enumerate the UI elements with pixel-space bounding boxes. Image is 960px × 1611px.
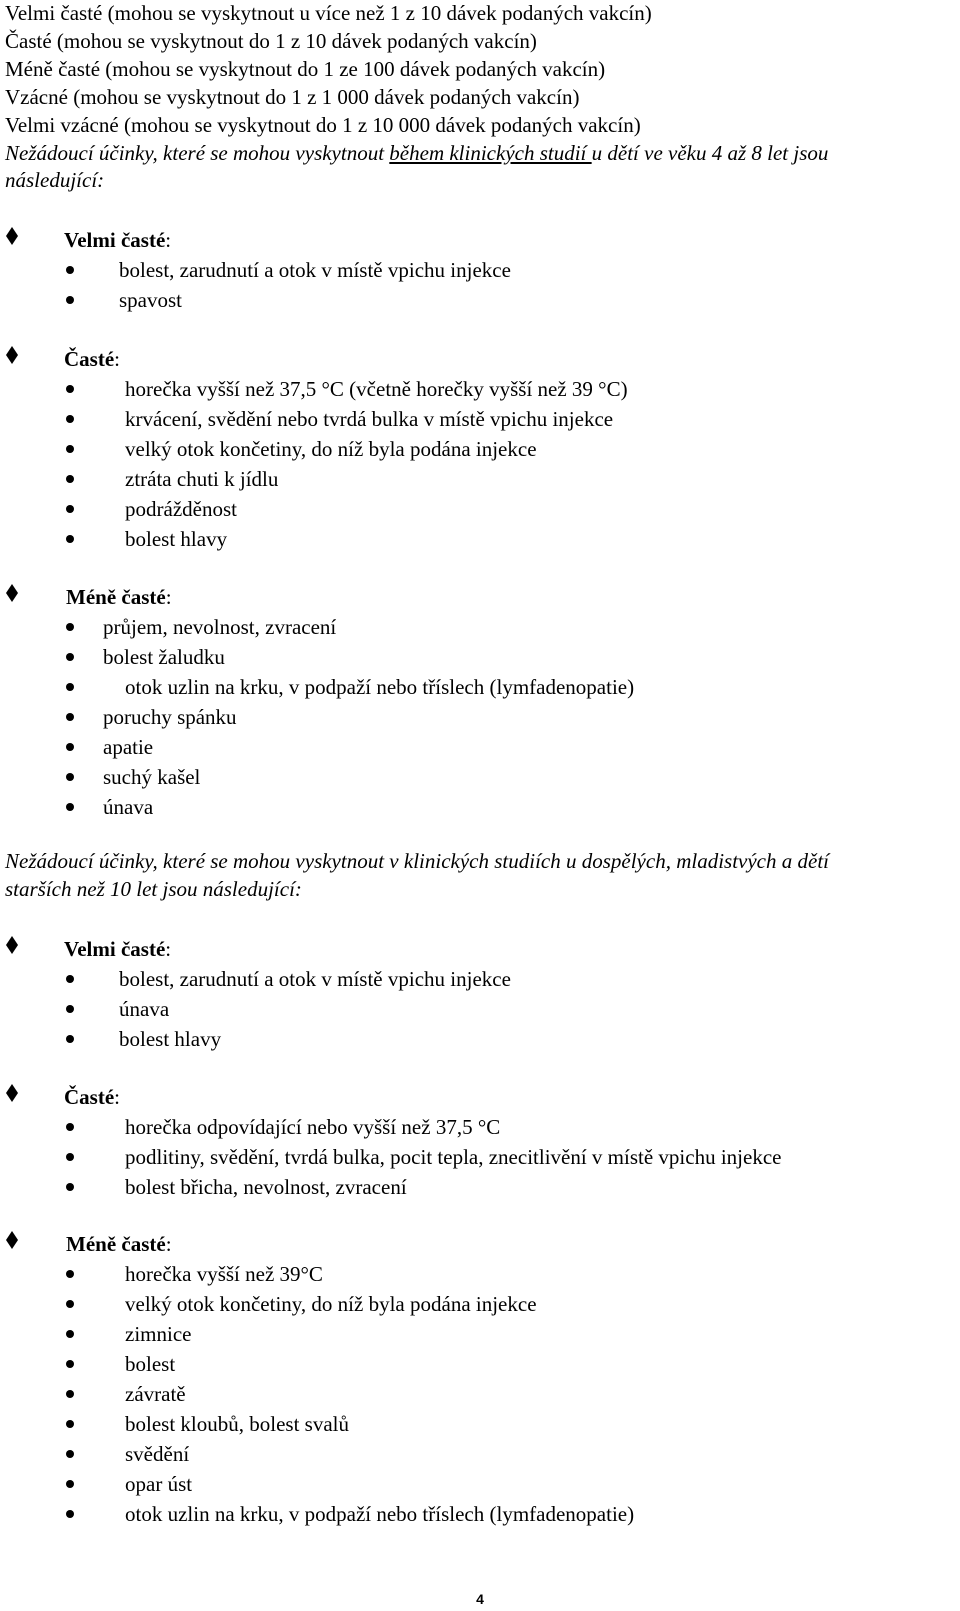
list-item: otok uzlin na krku, v podpaží nebo tříslech (lymfadenopatie)	[125, 1502, 635, 1526]
freq-line: Velmi vzácné (mohou se vyskytnout do 1 z 10 000 dávek podaných vakcín)	[5, 113, 641, 137]
list-item: ztráta chuti k jídlu	[125, 467, 279, 491]
bullet-icon	[66, 1390, 74, 1398]
bullet-icon	[66, 623, 74, 631]
list-item: otok uzlin na krku, v podpaží nebo tříslech (lymfadenopatie)	[125, 675, 635, 699]
list-item: svědění	[125, 1442, 190, 1466]
bullet-icon	[66, 1330, 74, 1338]
bullet-icon	[66, 803, 74, 811]
bullet-icon	[66, 385, 74, 393]
diamond-bullet-icon	[6, 1084, 18, 1102]
diamond-bullet-icon	[6, 346, 18, 364]
list-item: horečka vyšší než 37,5 °C (včetně horečky vyšší než 39 °C)	[125, 377, 628, 401]
list-item: opar úst	[125, 1472, 193, 1496]
diamond-bullet-icon	[6, 227, 18, 245]
section-label-very-common: Velmi časté:	[64, 228, 172, 252]
bullet-icon	[66, 743, 74, 751]
intro-children-text-end: u dětí ve věku 4 až 8 let jsou	[591, 141, 829, 165]
bullet-icon	[66, 1270, 74, 1278]
list-item: bolest žaludku	[103, 645, 225, 669]
bullet-icon	[66, 1183, 74, 1191]
bullet-icon	[66, 713, 74, 721]
list-item: průjem, nevolnost, zvracení	[103, 615, 337, 639]
diamond-bullet-icon	[6, 1231, 18, 1249]
list-item: apatie	[103, 735, 154, 759]
diamond-bullet-icon	[6, 936, 18, 954]
list-item: bolest hlavy	[119, 1027, 222, 1051]
page-number: 4	[476, 1591, 484, 1607]
list-item: horečka odpovídající nebo vyšší než 37,5 °C	[125, 1115, 501, 1139]
freq-line: Méně časté (mohou se vyskytnout do 1 ze 100 dávek podaných vakcín)	[5, 57, 606, 81]
bullet-icon	[66, 1005, 74, 1013]
freq-line: Časté (mohou se vyskytnout do 1 z 10 dávek podaných vakcín)	[5, 29, 537, 53]
intro-children-underlined: během klinických studií	[389, 141, 592, 165]
list-item: zimnice	[125, 1322, 192, 1346]
bullet-icon	[66, 475, 74, 483]
bullet-icon	[66, 683, 74, 691]
list-item: únava	[103, 795, 154, 819]
list-item: bolest kloubů, bolest svalů	[125, 1412, 349, 1436]
list-item: bolest břicha, nevolnost, zvracení	[125, 1175, 407, 1199]
diamond-bullet-icon	[6, 584, 18, 602]
intro-children-text: Nežádoucí účinky, které se mohou vyskytnout	[5, 141, 390, 165]
section-label-uncommon: Méně časté:	[66, 1232, 172, 1256]
intro-adults: Nežádoucí účinky, které se mohou vyskytnout v klinických studiích u dospělých, mladistvých a dětí	[5, 849, 829, 873]
list-item: bolest hlavy	[125, 527, 228, 551]
bullet-icon	[66, 505, 74, 513]
bullet-icon	[66, 1420, 74, 1428]
section-label-common: Časté:	[64, 347, 120, 371]
list-item: bolest, zarudnutí a otok v místě vpichu injekce	[119, 967, 511, 991]
bullet-icon	[66, 1510, 74, 1518]
bullet-icon	[66, 1360, 74, 1368]
bullet-icon	[66, 773, 74, 781]
bullet-icon	[66, 653, 74, 661]
section-label-uncommon: Méně časté:	[66, 585, 172, 609]
bullet-icon	[66, 296, 74, 304]
bullet-icon	[66, 415, 74, 423]
list-item: bolest, zarudnutí a otok v místě vpichu injekce	[119, 258, 511, 282]
list-item: krvácení, svědění nebo tvrdá bulka v místě vpichu injekce	[125, 407, 614, 431]
list-item: závratě	[125, 1382, 186, 1406]
list-item: podlitiny, svědění, tvrdá bulka, pocit tepla, znecitlivění v místě vpichu injekce	[125, 1145, 782, 1169]
list-item: spavost	[119, 288, 182, 312]
intro-adults-line2: starších než 10 let jsou následující:	[5, 877, 302, 901]
bullet-icon	[66, 1480, 74, 1488]
bullet-icon	[66, 1153, 74, 1161]
bullet-icon	[66, 1123, 74, 1131]
list-item: velký otok končetiny, do níž byla podána injekce	[125, 437, 537, 461]
intro-children-line2: následující:	[5, 168, 105, 192]
freq-line: Vzácné (mohou se vyskytnout do 1 z 1 000 dávek podaných vakcín)	[5, 85, 580, 109]
section-label-common: Časté:	[64, 1085, 120, 1109]
bullet-icon	[66, 975, 74, 983]
list-item: suchý kašel	[103, 765, 201, 789]
bullet-icon	[66, 445, 74, 453]
list-item: únava	[119, 997, 170, 1021]
list-item: bolest	[125, 1352, 176, 1376]
bullet-icon	[66, 1300, 74, 1308]
list-item: podrážděnost	[125, 497, 237, 521]
list-item: horečka vyšší než 39°C	[125, 1262, 323, 1286]
bullet-icon	[66, 1035, 74, 1043]
list-item: velký otok končetiny, do níž byla podána injekce	[125, 1292, 537, 1316]
freq-line: Velmi časté (mohou se vyskytnout u více než 1 z 10 dávek podaných vakcín)	[5, 1, 652, 25]
section-label-very-common: Velmi časté:	[64, 937, 172, 961]
bullet-icon	[66, 266, 74, 274]
bullet-icon	[66, 535, 74, 543]
list-item: poruchy spánku	[103, 705, 237, 729]
intro-children	[5, 140, 828, 166]
bullet-icon	[66, 1450, 74, 1458]
